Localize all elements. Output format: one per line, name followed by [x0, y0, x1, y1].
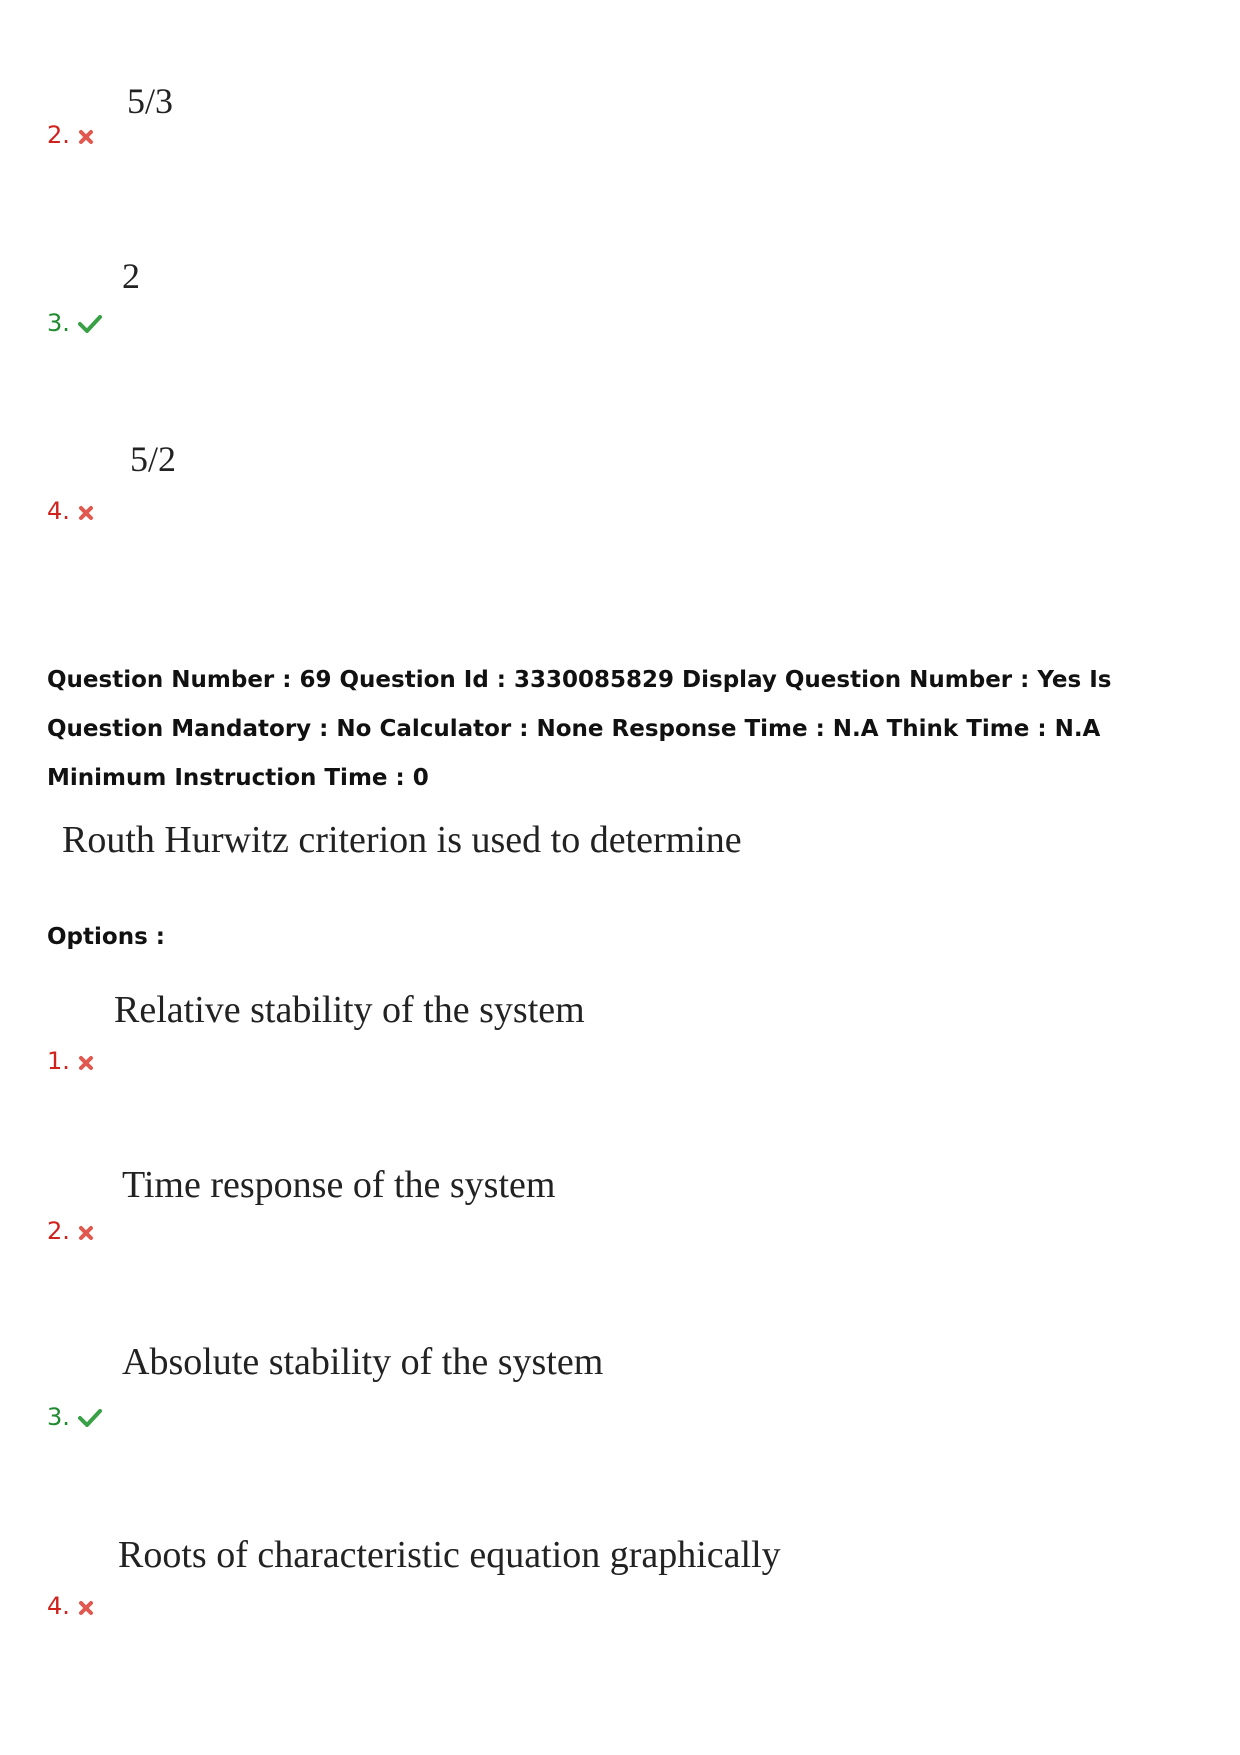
options-label: Options : [47, 924, 165, 950]
option-text: Relative stability of the system [114, 989, 585, 1031]
cross-mark-icon [78, 1594, 94, 1622]
check-mark-icon [78, 311, 102, 339]
cross-mark-icon [78, 1049, 94, 1077]
option-number [47, 1047, 94, 1077]
option-text: Roots of characteristic equation graphically [118, 1534, 781, 1576]
cross-mark-icon [78, 123, 94, 151]
option-number-label: 3. [47, 309, 70, 337]
option-number [47, 121, 94, 151]
cross-mark-icon [78, 499, 94, 527]
option-number [47, 1217, 94, 1247]
option-text: Absolute stability of the system [122, 1341, 604, 1383]
option-text: 5/3 [127, 81, 174, 121]
option-text: Time response of the system [122, 1164, 556, 1206]
option-number-label: 2. [47, 1217, 70, 1245]
option-text: 2 [122, 256, 140, 296]
option-text: 5/2 [130, 439, 177, 479]
option-number [47, 1403, 102, 1433]
option-number-label: 2. [47, 121, 70, 149]
check-mark-icon [78, 1405, 102, 1433]
option-number-label: 3. [47, 1403, 70, 1431]
option-number-label: 4. [47, 497, 70, 525]
option-number [47, 1592, 94, 1622]
option-number [47, 497, 94, 527]
option-number-label: 1. [47, 1047, 70, 1075]
option-number-label: 4. [47, 1592, 70, 1620]
option-number [47, 309, 102, 339]
question-text: Routh Hurwitz criterion is used to determine [62, 819, 742, 861]
cross-mark-icon [78, 1219, 94, 1247]
question-metadata: Question Number : 69 Question Id : 3330085829 Display Question Number : Yes Is Question Mandatory : No Calculator : None Response Time : N.A Think Time : N.A Minimum Instruction Time : 0 [47, 667, 1112, 791]
